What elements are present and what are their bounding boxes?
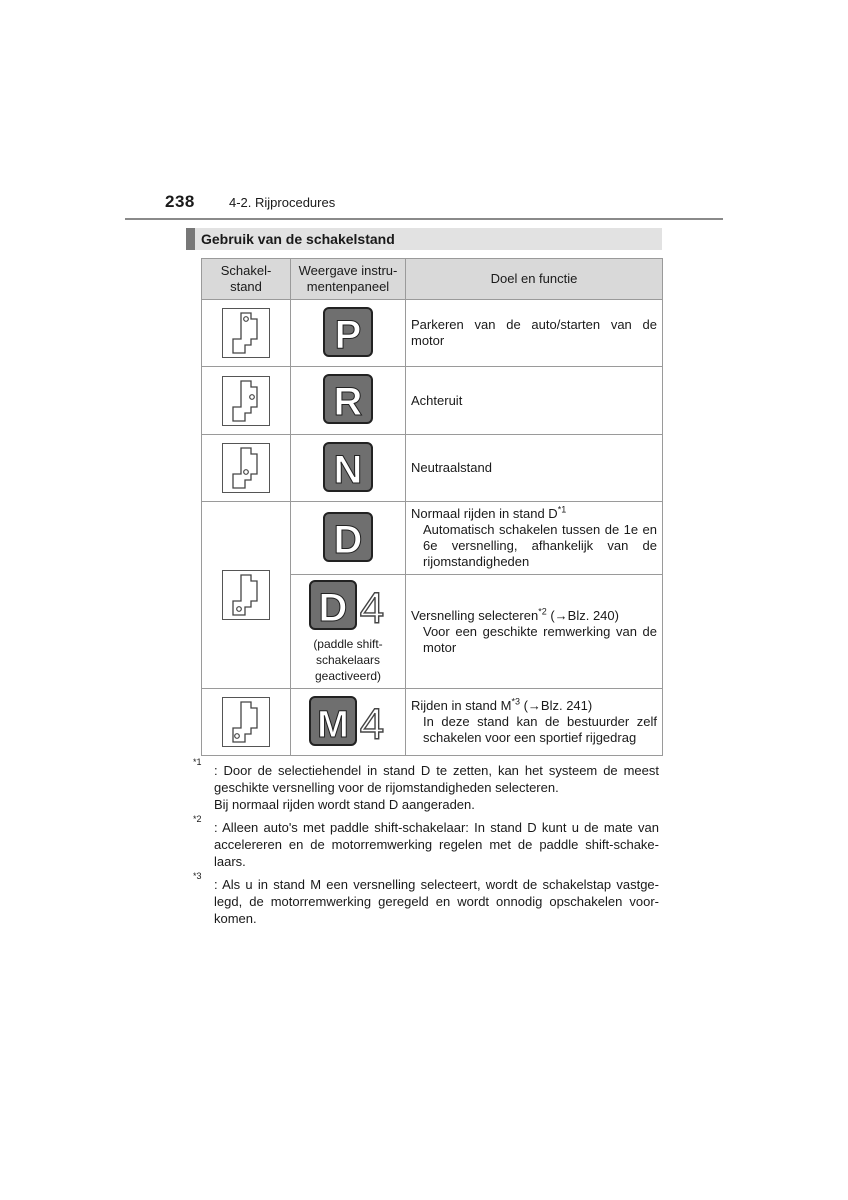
indicator-n-icon xyxy=(322,441,374,496)
svg-text:D: D xyxy=(333,517,363,562)
svg-text:R: R xyxy=(333,380,363,424)
shift-gate-d-icon xyxy=(222,570,270,620)
page-number: 238 xyxy=(165,192,195,211)
page-reference: (→Blz. 240) xyxy=(550,607,619,623)
indicator-cell xyxy=(291,300,406,367)
gate-cell xyxy=(202,502,291,689)
svg-text:4: 4 xyxy=(359,584,385,631)
purpose-sub: Automatisch schakelen tussen de 1e en 6e versnelling, afhankelijk van de rijomstandigheden xyxy=(423,522,657,569)
footnote-text: : Door de selectiehendel in stand D te zetten, kan het systeem de meest geschikte versnelling voor de rijomstandigheden selecteren. xyxy=(214,763,659,795)
footnote-ref: *3 xyxy=(511,696,520,707)
indicator-d-icon xyxy=(322,511,374,566)
indicator-cell xyxy=(291,575,406,689)
purpose-cell: Achteruit xyxy=(406,367,663,435)
table-header-row xyxy=(202,259,663,300)
header-instrument-display: Weergave instru- mentenpaneel xyxy=(291,259,406,300)
svg-text:M: M xyxy=(317,703,349,746)
shift-gate-p-icon xyxy=(222,308,270,358)
gate-cell xyxy=(202,435,291,502)
header-purpose: Doel en functie xyxy=(406,259,663,300)
indicator-m4-icon xyxy=(308,695,388,750)
indicator-cell xyxy=(291,435,406,502)
footnote-text: : Alleen auto's met paddle shift-schakelaar: In stand D kunt u de mate van accelereren en de motorremwerking regelen met de paddle shift-schake-laars. xyxy=(214,820,659,869)
purpose-sub: In deze stand kan de bestuurder zelf schakelen voor een sportief rijgedrag xyxy=(423,714,657,745)
paddle-note: (paddle shift-schakelaars geactiveerd) xyxy=(313,637,383,683)
section-reference: 4-2. Rijprocedures xyxy=(229,195,336,210)
shift-position-table xyxy=(201,258,663,756)
purpose-main: Rijden in stand M xyxy=(411,698,512,713)
shift-gate-m-icon xyxy=(222,697,270,747)
indicator-cell xyxy=(291,367,406,435)
table-row xyxy=(202,300,663,367)
purpose-cell: Parkeren van de auto/starten van de motor xyxy=(406,300,663,367)
shift-gate-n-icon xyxy=(222,443,270,493)
footnote: *2 : Alleen auto's met paddle shift-schakelaar: In stand D kunt u de mate van accelereren en de motorremwerking regelen met de paddle shift-schake-laars. xyxy=(193,814,659,869)
shift-gate-r-icon xyxy=(222,376,270,426)
page-reference: (→Blz. 241) xyxy=(523,698,593,713)
footnote-ref: *2 xyxy=(538,606,547,617)
table-row xyxy=(202,502,663,575)
table-row xyxy=(202,435,663,502)
gate-cell xyxy=(202,367,291,435)
section-title-bar xyxy=(186,228,662,250)
indicator-cell xyxy=(291,502,406,575)
footnote-text: : Als u in stand M een versnelling selecteert, wordt de schakelstap vastge-legd, de motorremwerking geregeld en wordt onnodig opschakelen voor-komen. xyxy=(214,877,659,926)
indicator-r-icon xyxy=(322,373,374,428)
footnote: *1 : Door de selectiehendel in stand D te zetten, kan het systeem de meest geschikte versnelling voor de rijomstandigheden selecteren. Bij normaal rijden wordt stand D aangeraden. xyxy=(193,757,659,812)
gate-cell xyxy=(202,300,291,367)
purpose-cell: Neutraalstand xyxy=(406,435,663,502)
purpose-cell xyxy=(406,689,663,756)
purpose-main: Normaal rijden in stand D xyxy=(411,506,558,521)
svg-text:N: N xyxy=(333,447,363,492)
svg-text:P: P xyxy=(334,312,362,357)
svg-text:D: D xyxy=(318,586,348,630)
purpose-main: Versnelling selecteren xyxy=(411,607,539,623)
table-row xyxy=(202,689,663,756)
indicator-d4-icon xyxy=(308,579,388,634)
footnote-ref: *1 xyxy=(557,504,567,515)
section-title: Gebruik van de schakelstand xyxy=(201,231,395,247)
indicator-cell xyxy=(291,689,406,756)
purpose-cell xyxy=(406,575,663,689)
purpose-cell xyxy=(406,502,663,575)
indicator-p-icon xyxy=(322,306,374,361)
gate-cell xyxy=(202,689,291,756)
footnote-text: Bij normaal rijden wordt stand D aangeraden. xyxy=(214,797,475,812)
purpose-sub: Voor een geschikte remwerking van de motor xyxy=(423,623,657,655)
footnote: *3 : Als u in stand M een versnelling selecteert, wordt de schakelstap vastge-legd, de motorremwerking geregeld en wordt onnodig opschakelen voor-komen. xyxy=(193,871,659,926)
header-shift-position: Schakel- stand xyxy=(202,259,291,300)
footnotes xyxy=(193,757,659,933)
table-row xyxy=(202,367,663,435)
svg-text:4: 4 xyxy=(359,699,385,747)
page-header xyxy=(125,192,723,220)
